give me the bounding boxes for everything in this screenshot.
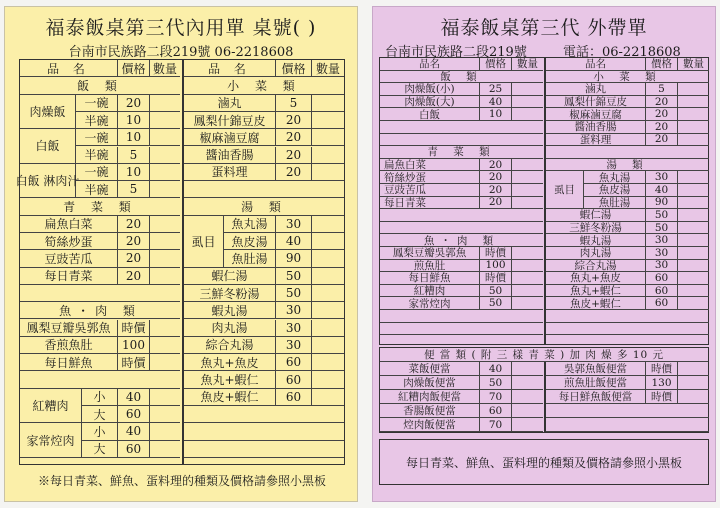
item-price: 10 bbox=[118, 129, 150, 146]
size-label: 大 bbox=[82, 441, 118, 458]
size-label: 小 bbox=[82, 389, 118, 406]
blank-row bbox=[184, 441, 344, 458]
quantity-cell[interactable] bbox=[678, 83, 709, 96]
column-header: 品名 bbox=[380, 58, 480, 71]
menu-item-name: 每日鮮魚 bbox=[380, 272, 480, 285]
item-price: 30 bbox=[276, 320, 312, 337]
item-price: 10 bbox=[118, 164, 150, 181]
menu-item-name: 滷丸 bbox=[184, 95, 276, 112]
item-price: 20 bbox=[480, 197, 512, 210]
quantity-cell[interactable] bbox=[678, 272, 709, 285]
menu-item-name: 香煎魚肚 bbox=[20, 337, 118, 354]
menu-item-name: 肉燥飯(小) bbox=[380, 83, 480, 96]
takeout-title: 福泰飯桌第三代 外帶單 bbox=[440, 17, 648, 39]
item-price: 40 bbox=[480, 96, 512, 109]
item-price: 30 bbox=[646, 247, 678, 260]
menu-item-name: 魚丸湯 bbox=[224, 216, 276, 233]
quantity-cell[interactable] bbox=[512, 272, 543, 285]
quantity-cell[interactable] bbox=[512, 260, 543, 273]
section-heading: 魚・肉 類 bbox=[380, 234, 543, 247]
rice-group-label: 白飯 bbox=[20, 129, 76, 164]
menu-item-name: 魚丸+蝦仁 bbox=[184, 371, 276, 388]
bento-item-name: 焢肉飯便當 bbox=[380, 418, 480, 432]
menu-item-name: 豆豉苦瓜 bbox=[20, 250, 118, 267]
quantity-cell[interactable] bbox=[678, 209, 709, 222]
menu-item-name: 鳳梨什錦豆皮 bbox=[546, 96, 646, 109]
section-heading: 青 菜 類 bbox=[20, 198, 180, 215]
quantity-cell[interactable] bbox=[512, 197, 543, 210]
menu-item-name: 魚皮湯 bbox=[584, 184, 646, 197]
section-heading: 魚・肉 類 bbox=[20, 302, 180, 319]
size-label: 大 bbox=[82, 406, 118, 423]
item-price: 90 bbox=[646, 197, 678, 210]
item-price: 25 bbox=[480, 83, 512, 96]
item-price: 30 bbox=[646, 234, 678, 247]
quantity-cell[interactable] bbox=[312, 164, 344, 181]
bento-item-name: 吳郭魚飯便當 bbox=[546, 362, 646, 376]
menu-item-name: 魚肚湯 bbox=[584, 197, 646, 210]
section-heading: 湯 類 bbox=[184, 198, 344, 215]
item-price: 60 bbox=[646, 285, 678, 298]
section-heading: 湯 類 bbox=[546, 159, 709, 172]
blank-row bbox=[184, 181, 344, 198]
bento-header: 便 當 類 ( 附 三 樣 青 菜 ) 加 肉 燥 多 10 元 bbox=[380, 348, 708, 362]
item-price: 60 bbox=[276, 389, 312, 406]
menu-item-name: 每日青菜 bbox=[20, 268, 118, 285]
menu-item-name: 每日青菜 bbox=[380, 197, 480, 210]
quantity-cell[interactable] bbox=[678, 362, 709, 376]
item-price: 20 bbox=[118, 233, 150, 250]
rice-size: 一碗 bbox=[76, 95, 118, 112]
column-header: 價格 bbox=[480, 58, 512, 71]
menu-item-name: 筍絲炒蛋 bbox=[380, 171, 480, 184]
column-header: 數量 bbox=[312, 60, 344, 77]
item-price: 20 bbox=[118, 95, 150, 112]
item-price: 40 bbox=[118, 423, 150, 440]
menu-item-name: 豆豉苦瓜 bbox=[380, 184, 480, 197]
quantity-cell[interactable] bbox=[512, 159, 543, 172]
quantity-cell[interactable] bbox=[512, 83, 543, 96]
menu-item-name: 蝦丸湯 bbox=[184, 302, 276, 319]
blank-row bbox=[380, 310, 543, 323]
quantity-cell[interactable] bbox=[512, 390, 543, 404]
menu-item-name: 魚丸+魚皮 bbox=[546, 272, 646, 285]
menu-item-name: 蛋料理 bbox=[184, 164, 276, 181]
quantity-cell[interactable] bbox=[312, 371, 344, 388]
menu-item-name: 蝦仁湯 bbox=[184, 268, 276, 285]
section-heading: 青 菜 類 bbox=[380, 146, 543, 159]
quantity-cell[interactable] bbox=[512, 285, 543, 298]
rice-size: 半碗 bbox=[76, 181, 118, 198]
takeout-phone: 電話：06-2218608 bbox=[563, 45, 681, 60]
quantity-cell[interactable] bbox=[678, 171, 709, 184]
menu-item-name: 筍絲炒蛋 bbox=[20, 233, 118, 250]
column-header: 價格 bbox=[276, 60, 312, 77]
item-price: 5 bbox=[646, 83, 678, 96]
menu-item-name: 魚皮+蝦仁 bbox=[546, 297, 646, 310]
quantity-cell[interactable] bbox=[678, 96, 709, 109]
quantity-cell[interactable] bbox=[312, 147, 344, 164]
blank-row bbox=[380, 323, 543, 336]
quantity-cell[interactable] bbox=[512, 96, 543, 109]
quantity-cell[interactable] bbox=[512, 171, 543, 184]
menu-item-name: 椒麻滷豆腐 bbox=[184, 129, 276, 146]
item-price: 50 bbox=[276, 268, 312, 285]
takeout-order-sheet bbox=[372, 6, 716, 502]
quantity-cell[interactable] bbox=[678, 134, 709, 147]
quantity-cell[interactable] bbox=[312, 354, 344, 371]
blank-row bbox=[20, 285, 180, 302]
quantity-cell[interactable] bbox=[150, 147, 180, 164]
item-price: 30 bbox=[646, 260, 678, 273]
item-price: 50 bbox=[646, 222, 678, 235]
item-price: 20 bbox=[276, 129, 312, 146]
quantity-cell[interactable] bbox=[312, 337, 344, 354]
quantity-cell[interactable] bbox=[512, 418, 543, 432]
menu-item-name: 肉燥飯(大) bbox=[380, 96, 480, 109]
item-price: 20 bbox=[118, 216, 150, 233]
item-price: 5 bbox=[276, 95, 312, 112]
item-price: 60 bbox=[646, 297, 678, 310]
blank-row bbox=[184, 423, 344, 440]
item-price: 40 bbox=[118, 389, 150, 406]
column-header: 品 名 bbox=[20, 60, 118, 77]
quantity-cell[interactable] bbox=[678, 376, 709, 390]
section-heading: 飯 類 bbox=[380, 71, 543, 84]
takeout-note: 每日青菜、鮮魚、蛋料理的種類及價格請參照小黑板 bbox=[405, 455, 682, 470]
quantity-cell[interactable] bbox=[150, 337, 180, 354]
menu-item-name: 白飯 bbox=[380, 108, 480, 121]
blank-row bbox=[546, 310, 709, 323]
item-price: 70 bbox=[480, 390, 512, 404]
item-price: 60 bbox=[118, 441, 150, 458]
menu-item-name: 綜合丸湯 bbox=[546, 260, 646, 273]
quantity-cell[interactable] bbox=[150, 112, 180, 129]
rice-size: 一碗 bbox=[76, 164, 118, 181]
size-label: 小 bbox=[82, 423, 118, 440]
item-price: 60 bbox=[276, 371, 312, 388]
item-price: 40 bbox=[646, 184, 678, 197]
menu-item-name: 魚皮+蝦仁 bbox=[184, 389, 276, 406]
quantity-cell[interactable] bbox=[312, 268, 344, 285]
quantity-cell[interactable] bbox=[150, 233, 180, 250]
item-price: 50 bbox=[480, 285, 512, 298]
quantity-cell[interactable] bbox=[312, 285, 344, 302]
blank-row bbox=[546, 323, 709, 336]
bento-left-column bbox=[380, 362, 544, 432]
quantity-cell[interactable] bbox=[678, 390, 709, 404]
dine-in-address-phone: 台南市民族路二段219號 06-2218608 bbox=[68, 45, 294, 60]
dine-in-menu-table bbox=[15, 59, 345, 465]
item-price: 時價 bbox=[646, 362, 678, 376]
quantity-cell[interactable] bbox=[678, 222, 709, 235]
menu-item-name: 蝦丸湯 bbox=[546, 234, 646, 247]
quantity-cell[interactable] bbox=[512, 184, 543, 197]
menu-item-name: 魚丸湯 bbox=[584, 171, 646, 184]
soup-group-label: 虱目 bbox=[546, 171, 584, 209]
menu-item-name: 三鮮冬粉湯 bbox=[546, 222, 646, 235]
quantity-cell[interactable] bbox=[512, 404, 543, 418]
menu-item-name: 煎魚肚 bbox=[380, 260, 480, 273]
item-price: 130 bbox=[646, 376, 678, 390]
blank-row bbox=[20, 371, 180, 388]
item-price: 100 bbox=[118, 337, 150, 354]
item-price: 20 bbox=[646, 96, 678, 109]
item-price: 50 bbox=[646, 209, 678, 222]
item-price: 30 bbox=[276, 337, 312, 354]
menu-item-name: 魚皮湯 bbox=[224, 233, 276, 250]
quantity-cell[interactable] bbox=[678, 234, 709, 247]
item-price: 50 bbox=[480, 297, 512, 310]
menu-item-name: 扁魚白菜 bbox=[380, 159, 480, 172]
quantity-cell[interactable] bbox=[150, 95, 180, 112]
quantity-cell[interactable] bbox=[678, 297, 709, 310]
item-price: 5 bbox=[118, 181, 150, 198]
quantity-cell[interactable] bbox=[150, 216, 180, 233]
quantity-cell[interactable] bbox=[150, 250, 180, 267]
takeout-address: 台南市民族路二段219號 bbox=[385, 45, 527, 60]
item-price: 30 bbox=[276, 302, 312, 319]
item-price: 70 bbox=[480, 418, 512, 432]
bento-item-name: 每日鮮魚飯便當 bbox=[546, 390, 646, 404]
item-price: 時價 bbox=[118, 354, 150, 371]
item-price: 60 bbox=[480, 404, 512, 418]
item-price: 50 bbox=[276, 285, 312, 302]
menu-item-name: 魚肚湯 bbox=[224, 250, 276, 267]
quantity-cell[interactable] bbox=[512, 247, 543, 260]
quantity-cell[interactable] bbox=[312, 389, 344, 406]
soup-group-label: 虱目 bbox=[184, 216, 224, 268]
menu-item-name: 醬油香腸 bbox=[546, 121, 646, 134]
quantity-cell[interactable] bbox=[150, 181, 180, 198]
rice-size: 半碗 bbox=[76, 147, 118, 164]
menu-item-name: 魚丸+蝦仁 bbox=[546, 285, 646, 298]
menu-item-name: 家常焢肉 bbox=[20, 423, 82, 458]
item-price: 100 bbox=[480, 260, 512, 273]
item-price: 40 bbox=[480, 362, 512, 376]
item-price: 20 bbox=[646, 108, 678, 121]
menu-item-name: 扁魚白菜 bbox=[20, 216, 118, 233]
item-price: 60 bbox=[118, 406, 150, 423]
item-price: 20 bbox=[480, 171, 512, 184]
item-price: 40 bbox=[276, 233, 312, 250]
item-price: 20 bbox=[276, 164, 312, 181]
quantity-cell[interactable] bbox=[678, 260, 709, 273]
dine-in-title: 福泰飯桌第三代內用單 桌號( ) bbox=[45, 17, 317, 39]
menu-item-name: 肉丸湯 bbox=[184, 320, 276, 337]
menu-item-name: 鳳梨豆瓣吳郭魚 bbox=[20, 320, 118, 337]
column-header: 品名 bbox=[546, 58, 646, 71]
item-price: 20 bbox=[480, 159, 512, 172]
dine-in-right-column bbox=[182, 60, 344, 464]
item-price: 10 bbox=[480, 108, 512, 121]
quantity-cell[interactable] bbox=[512, 362, 543, 376]
dine-in-order-sheet bbox=[4, 6, 358, 502]
item-price: 20 bbox=[276, 112, 312, 129]
bento-item-name: 香腸飯便當 bbox=[380, 404, 480, 418]
column-header: 價格 bbox=[118, 60, 150, 77]
bento-item-name: 肉燥飯便當 bbox=[380, 376, 480, 390]
item-price: 時價 bbox=[480, 272, 512, 285]
menu-item-name: 魚丸+魚皮 bbox=[184, 354, 276, 371]
column-header: 數量 bbox=[512, 58, 543, 71]
item-price: 20 bbox=[118, 268, 150, 285]
item-price: 20 bbox=[118, 250, 150, 267]
quantity-cell[interactable] bbox=[312, 129, 344, 146]
item-price: 時價 bbox=[480, 247, 512, 260]
quantity-cell[interactable] bbox=[678, 121, 709, 134]
item-price: 20 bbox=[646, 121, 678, 134]
item-price: 50 bbox=[480, 376, 512, 390]
bento-table bbox=[379, 347, 709, 433]
quantity-cell[interactable] bbox=[678, 184, 709, 197]
quantity-cell[interactable] bbox=[312, 320, 344, 337]
menu-item-name: 紅糟肉 bbox=[20, 389, 82, 424]
menu-item-name: 椒麻滷豆腐 bbox=[546, 108, 646, 121]
quantity-cell[interactable] bbox=[150, 389, 180, 406]
menu-item-name: 肉丸湯 bbox=[546, 247, 646, 260]
item-price: 20 bbox=[480, 184, 512, 197]
menu-item-name: 醬油香腸 bbox=[184, 147, 276, 164]
takeout-menu-table bbox=[379, 57, 709, 345]
menu-item-name: 紅糟肉 bbox=[380, 285, 480, 298]
quantity-cell[interactable] bbox=[678, 197, 709, 210]
quantity-cell[interactable] bbox=[512, 297, 543, 310]
dine-in-note: ※每日青菜、鮮魚、蛋料理的種類及價格請參照小黑板 bbox=[37, 474, 326, 488]
column-header: 數量 bbox=[150, 60, 180, 77]
quantity-cell[interactable] bbox=[512, 108, 543, 121]
blank-row bbox=[546, 418, 709, 432]
dine-in-left-column bbox=[15, 60, 182, 464]
quantity-cell[interactable] bbox=[312, 233, 344, 250]
quantity-cell[interactable] bbox=[150, 129, 180, 146]
quantity-cell[interactable] bbox=[150, 441, 180, 458]
takeout-left-column bbox=[380, 58, 544, 344]
blank-row bbox=[546, 404, 709, 418]
bento-item-name: 煎魚肚飯便當 bbox=[546, 376, 646, 390]
takeout-right-column bbox=[544, 58, 708, 344]
quantity-cell[interactable] bbox=[150, 406, 180, 423]
column-header: 數量 bbox=[678, 58, 709, 71]
quantity-cell[interactable] bbox=[678, 247, 709, 260]
item-price: 30 bbox=[276, 216, 312, 233]
quantity-cell[interactable] bbox=[312, 302, 344, 319]
item-price: 10 bbox=[118, 112, 150, 129]
quantity-cell[interactable] bbox=[150, 354, 180, 371]
item-price: 60 bbox=[276, 354, 312, 371]
bento-item-name: 菜飯便當 bbox=[380, 362, 480, 376]
rice-group-label: 白飯 淋肉汁 bbox=[20, 164, 76, 199]
menu-item-name: 滷丸 bbox=[546, 83, 646, 96]
quantity-cell[interactable] bbox=[512, 376, 543, 390]
item-price: 時價 bbox=[646, 390, 678, 404]
quantity-cell[interactable] bbox=[312, 95, 344, 112]
rice-group-label: 肉燥飯 bbox=[20, 95, 76, 130]
section-heading: 小 菜 類 bbox=[546, 71, 709, 84]
menu-item-name: 鳳梨豆瓣吳郭魚 bbox=[380, 247, 480, 260]
blank-row bbox=[184, 406, 344, 423]
menu-item-name: 家常焢肉 bbox=[380, 297, 480, 310]
quantity-cell[interactable] bbox=[312, 112, 344, 129]
item-price: 90 bbox=[276, 250, 312, 267]
section-heading: 飯 類 bbox=[20, 77, 180, 94]
rice-size: 一碗 bbox=[76, 129, 118, 146]
menu-item-name: 綜合丸湯 bbox=[184, 337, 276, 354]
quantity-cell[interactable] bbox=[312, 216, 344, 233]
item-price: 5 bbox=[118, 147, 150, 164]
item-price: 20 bbox=[276, 147, 312, 164]
quantity-cell[interactable] bbox=[312, 250, 344, 267]
bento-item-name: 紅糟肉飯便當 bbox=[380, 390, 480, 404]
item-price: 60 bbox=[646, 272, 678, 285]
section-heading: 小 菜 類 bbox=[184, 77, 344, 94]
rice-size: 半碗 bbox=[76, 112, 118, 129]
quantity-cell[interactable] bbox=[150, 423, 180, 440]
quantity-cell[interactable] bbox=[678, 108, 709, 121]
quantity-cell[interactable] bbox=[678, 285, 709, 298]
quantity-cell[interactable] bbox=[150, 268, 180, 285]
blank-row bbox=[380, 209, 543, 222]
menu-item-name: 蝦仁湯 bbox=[546, 209, 646, 222]
menu-item-name: 每日鮮魚 bbox=[20, 354, 118, 371]
item-price: 30 bbox=[646, 171, 678, 184]
quantity-cell[interactable] bbox=[150, 164, 180, 181]
column-header: 品 名 bbox=[184, 60, 276, 77]
blank-row bbox=[380, 121, 543, 134]
quantity-cell[interactable] bbox=[150, 320, 180, 337]
column-header: 價格 bbox=[646, 58, 678, 71]
bento-right-column bbox=[544, 362, 708, 432]
takeout-note-box bbox=[379, 439, 709, 485]
menu-item-name: 蛋料理 bbox=[546, 134, 646, 147]
item-price: 時價 bbox=[118, 320, 150, 337]
item-price: 20 bbox=[646, 134, 678, 147]
menu-item-name: 鳳梨什錦豆皮 bbox=[184, 112, 276, 129]
menu-item-name: 三鮮冬粉湯 bbox=[184, 285, 276, 302]
